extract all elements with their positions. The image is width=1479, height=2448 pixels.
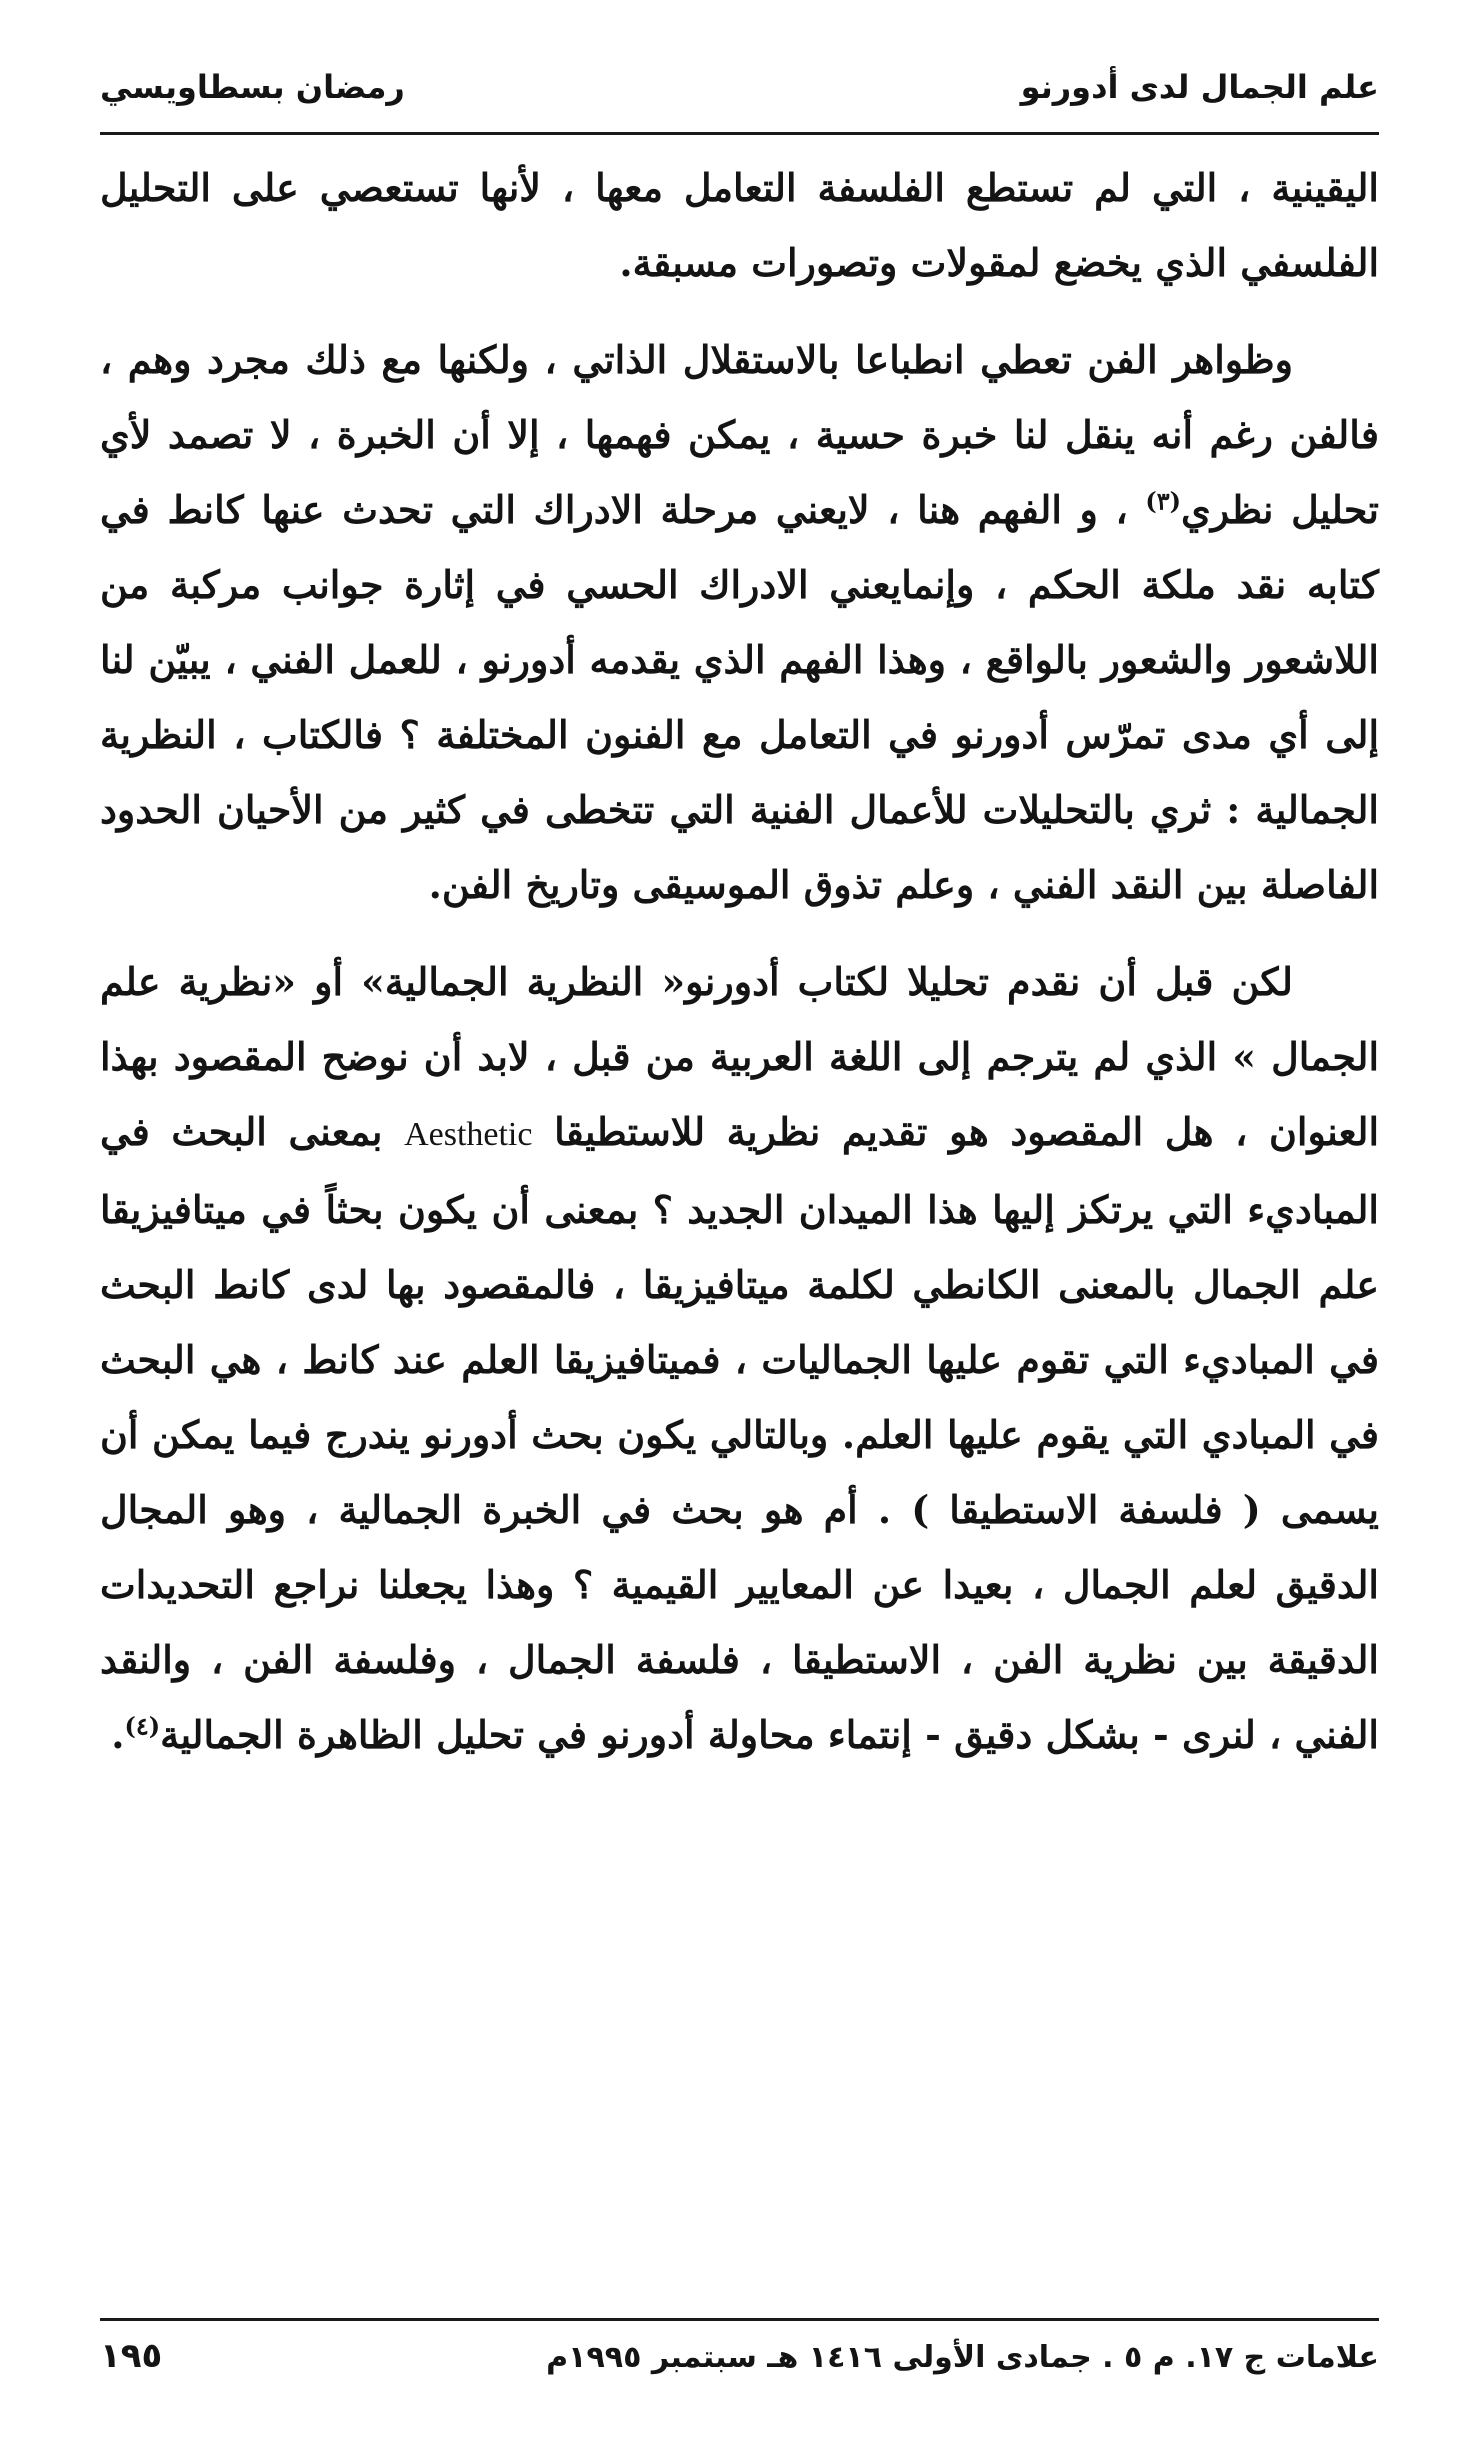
paragraph-2-text-a: وظواهر الفن تعطي انطباعا بالاستقلال الذاتي ، ولكنها مع ذلك مجرد وهم ، فالفن رغم أنه ينقل لنا خبرة حسية ، يمكن فهمها ، إلا أن الخبرة ، لا تصمد لأي تحليل نظري: [100, 337, 1379, 532]
paragraph-3-text-a: لكن قبل أن نقدم تحليلا لكتاب أدورنو« النظرية الجمالية» أو «نظرية علم الجمال » الذي لم يترجم إلى اللغة العربية من قبل ، لابد أن نوضح المقصود بهذا العنوان ، هل المقصود هو تقديم نظرية للاستطيقا: [100, 959, 1380, 1154]
page-footer: [100, 2332, 1379, 2392]
running-header: [100, 58, 1379, 128]
footer-rule: [100, 2318, 1379, 2321]
footnote-marker-4: (٤): [124, 1711, 161, 1741]
paragraph-2: [100, 322, 1379, 922]
header-title: علم الجمال لدى أدورنو: [1020, 68, 1379, 106]
footnote-marker-3: (٣): [1145, 486, 1181, 516]
paragraph-3: [100, 944, 1379, 1772]
paragraph-2-text-b: ، و الفهم هنا ، لايعني مرحلة الادراك التي تحدث عنها كانط في كتابه نقد ملكة الحكم ، وإنمايعني الادراك الحسي في إثارة جوانب مركبة من اللاشعور والشعور بالواقع ، وهذا الفهم الذي يقدمه أدورنو ، للعمل الفني ، يبيّن لنا إلى أي مدى تمرّس أدورنو في التعامل مع الفنون المختلفة ؟ فالكتاب ، النظرية الجمالية : ثري بالتحليلات للأعمال الفنية التي تتخطى في كثير من الأحيان الحدود الفاصلة بين النقد الفني ، وعلم تذوق الموسيقى وتاريخ الفن.: [100, 487, 1379, 907]
page-number: ١٩٥: [100, 2336, 163, 2376]
header-author: رمضان بسطاويسي: [100, 68, 405, 106]
paragraph-1: [100, 150, 1379, 300]
footer-issue-info: علامات ج ١٧. م ٥ . جمادى الأولى ١٤١٦ هـ سبتمبر ١٩٩٥م: [546, 2340, 1379, 2375]
latin-term-aesthetic: Aesthetic: [404, 1116, 533, 1153]
paragraph-3-text-b: بمعنى البحث في المباديء التي يرتكز إليها هذا الميدان الجديد ؟ بمعنى أن يكون بحثاً في ميتافيزيقا علم الجمال بالمعنى الكانطي لكلمة ميتافيزيقا ، فالمقصود بها لدى كانط البحث في المباديء التي تقوم عليها الجماليات ، فميتافيزيقا العلم عند كانط ، هي البحث في المبادي التي يقوم عليها العلم. وبالتالي يكون بحث أدورنو يندرج فيما يمكن أن يسمى ( فلسفة الاستطيقا ) . أم هو بحث في الخبرة الجمالية ، وهو المجال الدقيق لعلم الجمال ، بعيدا عن المعايير القيمية ؟ وهذا يجعلنا نراجع التحديدات الدقيقة بين نظرية الفن ، الاستطيقا ، فلسفة الجمال ، وفلسفة الفن ، والنقد الفني ، لنرى - بشكل دقيق - إنتماء محاولة أدورنو في تحليل الظاهرة الجمالية: [100, 1109, 1379, 1757]
header-rule: [100, 132, 1379, 135]
article-body: [100, 150, 1379, 1794]
paragraph-3-end: .: [111, 1712, 125, 1757]
paragraph-1-text: اليقينية ، التي لم تستطع الفلسفة التعامل معها ، لأنها تستعصي على التحليل الفلسفي الذي يخضع لمقولات وتصورات مسبقة.: [100, 165, 1379, 285]
